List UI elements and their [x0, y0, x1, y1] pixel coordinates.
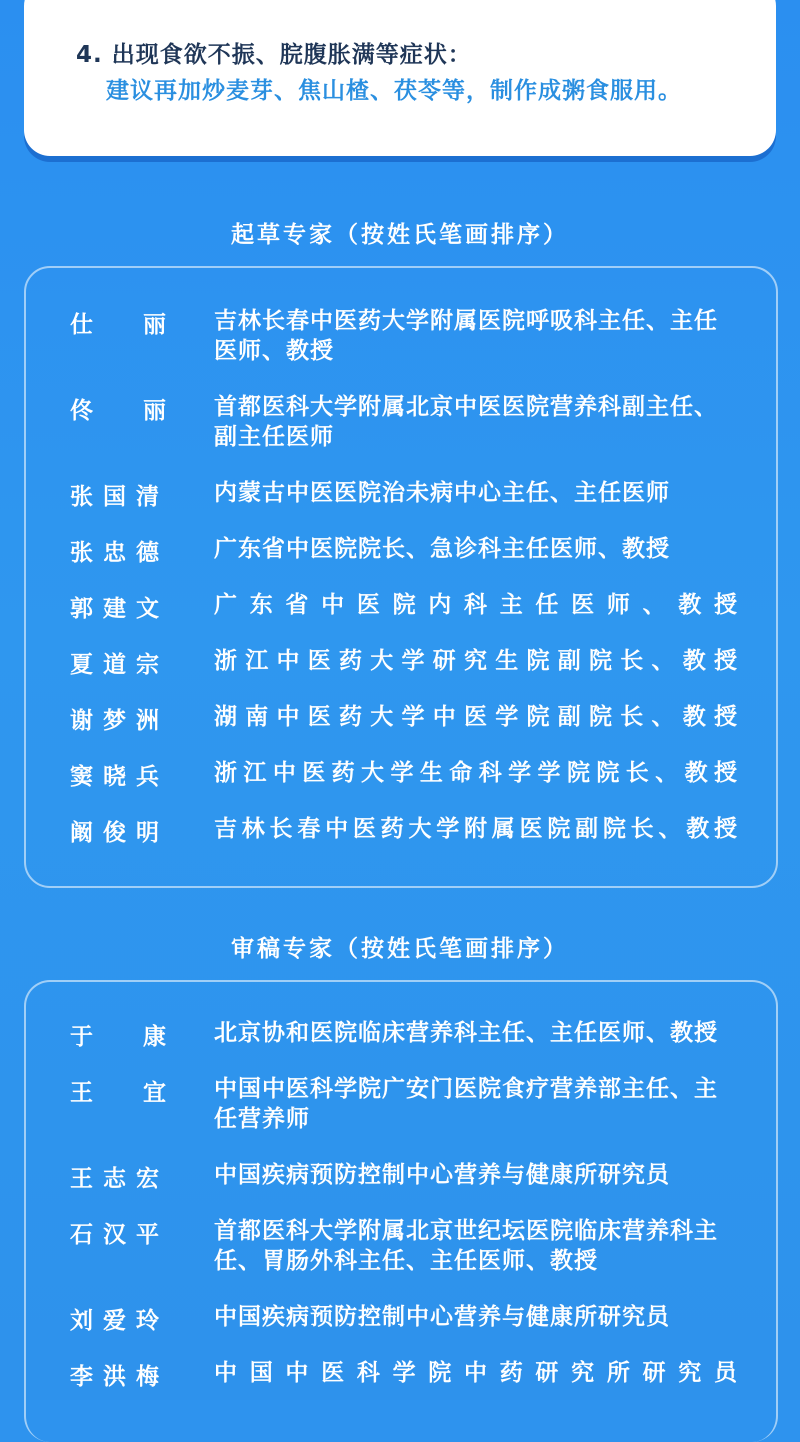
- expert-affiliation: 中国疾病预防控制中心营养与健康所研究员: [214, 1304, 670, 1330]
- expert-name: 仕 丽: [70, 312, 166, 338]
- expert-affiliation: 中国中医科学院广安门医院食疗营养部主任、主任营养师: [214, 1076, 718, 1132]
- expert-name: 王 宜: [70, 1080, 166, 1106]
- review-experts-title: 审稿专家（按姓氏笔画排序）: [231, 936, 569, 962]
- expert-affiliation: 广东省中医院院长、急诊科主任医师、教授: [214, 536, 670, 562]
- expert-affiliation: 中国疾病预防控制中心营养与健康所研究员: [214, 1162, 670, 1188]
- draft-experts-title: 起草专家（按姓氏笔画排序）: [231, 222, 569, 248]
- expert-affiliation: 中国中医科学院中药研究所研究员: [214, 1360, 738, 1386]
- expert-name: 张国清: [70, 484, 169, 510]
- expert-affiliation: 首都医科大学附属北京世纪坛医院临床营养科主任、胃肠外科主任、主任医师、教授: [214, 1218, 718, 1274]
- expert-affiliation: 吉林长春中医药大学附属医院副院长、教授: [214, 816, 738, 842]
- expert-name: 刘爱玲: [70, 1308, 169, 1334]
- expert-name: 夏道宗: [70, 652, 169, 678]
- expert-affiliation: 湖南中医药大学中医学院副院长、教授: [214, 704, 738, 730]
- expert-affiliation: 首都医科大学附属北京中医医院营养科副主任、副主任医师: [214, 394, 718, 450]
- expert-name: 王志宏: [70, 1166, 169, 1192]
- expert-name: 李洪梅: [70, 1364, 169, 1390]
- symptom-advice: 建议再加炒麦芽、焦山楂、茯苓等，制作成粥食服用。: [106, 78, 682, 104]
- expert-affiliation: 吉林长春中医药大学附属医院呼吸科主任、主任医师、教授: [214, 308, 718, 364]
- expert-affiliation: 北京协和医院临床营养科主任、主任医师、教授: [214, 1020, 718, 1046]
- review-experts-panel: [24, 980, 778, 1442]
- symptom-advice-card: [24, 0, 776, 156]
- expert-name: 张忠德: [70, 540, 169, 566]
- expert-affiliation: 浙江中医药大学生命科学学院院长、教授: [214, 760, 738, 786]
- expert-name: 谢梦洲: [70, 708, 169, 734]
- expert-affiliation: 内蒙古中医医院治未病中心主任、主任医师: [214, 480, 670, 506]
- expert-name: 石汉平: [70, 1222, 169, 1248]
- symptom-item-4: 4. 出现食欲不振、脘腹胀满等症状：: [76, 42, 472, 68]
- draft-experts-panel: [24, 266, 778, 888]
- expert-name: 窦晓兵: [70, 764, 169, 790]
- expert-affiliation: 广东省中医院内科主任医师、教授: [214, 592, 738, 618]
- expert-name: 佟 丽: [70, 398, 166, 424]
- expert-affiliation: 浙江中医药大学研究生院副院长、教授: [214, 648, 738, 674]
- expert-name: 于 康: [70, 1024, 166, 1050]
- expert-name: 郭建文: [70, 596, 169, 622]
- expert-name: 阚俊明: [70, 820, 169, 846]
